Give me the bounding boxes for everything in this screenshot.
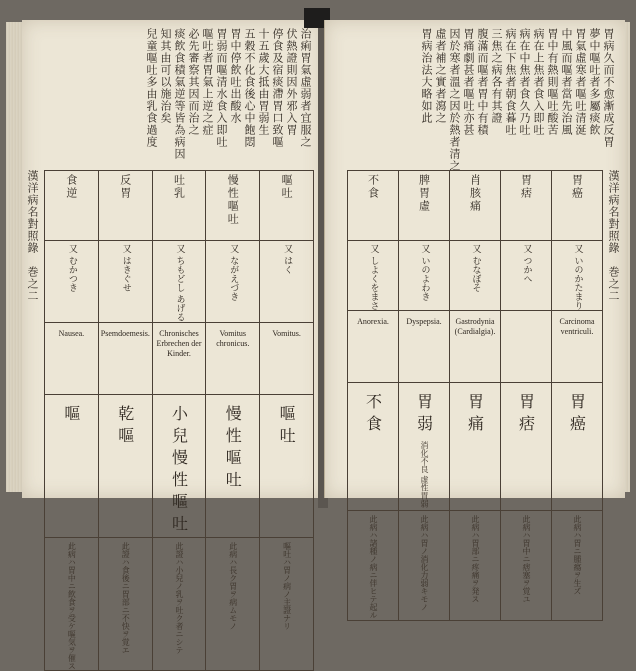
table-cell: 又 むなぼそ <box>450 241 501 311</box>
prose-column: 治痢胃氣虛弱者宜服之 <box>299 28 312 148</box>
prose-column: 十五歲大抵由胃弱生 <box>257 28 270 136</box>
prose-column: 胃中有熱則嘔吐酸苦 <box>546 28 559 136</box>
table-cell: 胃癌 <box>552 171 603 241</box>
prose-column: 病在上焦者食入即吐 <box>532 28 545 136</box>
table-cell: Anorexia. <box>348 310 399 382</box>
right-page <box>324 20 625 619</box>
table-cell: 肖胲痛 <box>450 171 501 241</box>
section-label: 漢洋病名對照錄 巻之二 <box>26 170 39 302</box>
prose-column: 知其由可以施治矣 <box>159 28 172 124</box>
prose-column: 三焦之病各有其證 <box>490 28 503 124</box>
table-cell: 此病ハ胃ニ腫瘍ヲ生ズ <box>552 510 603 620</box>
table-cell: 不食 <box>348 382 399 510</box>
table-cell: 嘔吐 <box>260 171 314 241</box>
table-cell: Chronisches Erbrechen der Kinder. <box>152 322 206 394</box>
table-cell: 此病ハ長ク胃ヲ病ムモノ <box>206 537 260 670</box>
table-cell: 小兒慢性嘔吐 <box>152 394 206 537</box>
prose-column: 伏熱證則因外邪入胃 <box>285 28 298 136</box>
prose-column: 夢中嘔吐者多屬痰飲 <box>588 28 601 136</box>
prose-column: 五穀不化食後心中飽悶 <box>243 28 256 148</box>
table-cell: 又 むかつき <box>45 241 99 323</box>
right-prose <box>335 28 615 172</box>
table-cell: 脾胃虛 <box>399 171 450 241</box>
table-cell: 又 いのよわき <box>399 241 450 311</box>
section-label: 漢洋病名對照錄 巻之二 <box>607 170 620 302</box>
table-cell: 又 いのかたまり <box>552 241 603 311</box>
table-cell: 又 はく <box>260 241 314 323</box>
table-cell: Nausea. <box>45 322 99 394</box>
table-cell: 嘔吐ハ胃ノ病ノ主證ナリ <box>260 537 314 670</box>
left-prose <box>32 28 312 168</box>
table-cell: 又 ながえづき <box>206 241 260 323</box>
table-cell: 食逆 <box>45 171 99 241</box>
table-cell: Psemdoemesis. <box>98 322 152 394</box>
table-cell: 胃痞 <box>501 382 552 510</box>
table-cell: 又 はきぐせ <box>98 241 152 323</box>
prose-column: 虛者補之實者瀉之 <box>434 28 447 124</box>
table-cell: Vomitus. <box>260 322 314 394</box>
table-cell: 胃癌 <box>552 382 603 510</box>
prose-column: 胃氣虛寒者嘔吐清涎 <box>574 28 587 136</box>
extra-note: 消化不良 虛性胃弱 <box>420 440 429 508</box>
prose-column: 胃弱而嘔清水食入即吐 <box>215 28 228 148</box>
table-cell: 胃弱 消化不良 虛性胃弱 <box>399 382 450 510</box>
table-cell: 嘔吐 <box>260 394 314 537</box>
table-cell: 此病ハ諸種ノ病ニ伴ヒテ起ル <box>348 510 399 620</box>
prose-column: 痰飲食積氣逆等皆為病因 <box>173 28 186 160</box>
prose-column: 胃病久而不愈漸成反胃 <box>602 28 615 148</box>
prose-column: 停食及宿痰滯胃口致嘔 <box>271 28 284 148</box>
prose-column: 嘔吐者胃氣上逆之症 <box>201 28 214 136</box>
table-cell: Carcinoma ventriculi. <box>552 310 603 382</box>
table-cell: Vomitus chronicus. <box>206 322 260 394</box>
prose-column: 病在中焦者食久乃吐 <box>518 28 531 136</box>
table-cell: 此病ハ胃中ニ飲食ヲ受ケ嘔気ヲ催ス <box>45 537 99 670</box>
table-cell: 胃痞 <box>501 171 552 241</box>
table-cell: 又 しよくをまさ <box>348 241 399 311</box>
table-cell: Dyspepsia. <box>399 310 450 382</box>
disease-table <box>347 170 603 621</box>
table-cell: 又 つかへ <box>501 241 552 311</box>
table-cell: Gastrodynia (Cardialgia). <box>450 310 501 382</box>
table-cell: 此病ハ胃中ニ痞塞ヲ覚ユ <box>501 510 552 620</box>
table-cell: 此證ハ食後ニ胃部ニ不快ヲ覚エ <box>98 537 152 670</box>
left-page <box>22 20 323 670</box>
prose-column: 中風而嘔者當先治風 <box>560 28 573 136</box>
table-cell: 慢性嘔吐 <box>206 171 260 241</box>
table-cell: 嘔 <box>45 394 99 537</box>
prose-column: 胃中停飲吐出酸水 <box>229 28 242 124</box>
prose-column: 兒童嘔吐多由乳食過度 <box>145 28 158 148</box>
open-book <box>6 8 630 670</box>
table-cell: 慢性嘔吐 <box>206 394 260 537</box>
table-cell: 乾嘔 <box>98 394 152 537</box>
table-cell: 又 ちもどし あげる <box>152 241 206 323</box>
prose-column: 病在下焦者朝食暮吐 <box>504 28 517 136</box>
table-cell <box>501 310 552 382</box>
prose-column: 胃病治法大略如此 <box>420 28 433 124</box>
table-cell: 胃痛 <box>450 382 501 510</box>
table-cell: 不食 <box>348 171 399 241</box>
prose-column: 腹滿而嘔者胃中有積 <box>476 28 489 136</box>
prose-column: 胃痛劇甚者嘔吐亦甚 <box>462 28 475 136</box>
prose-column: 必先審察其因而治之 <box>187 28 200 136</box>
table-cell: 此病ハ胃部ニ疼痛ヲ発ス <box>450 510 501 620</box>
disease-table <box>44 170 314 671</box>
table-cell: 此證ハ小兒ノ乳ヲ吐ク者ニシテ <box>152 537 206 670</box>
table-cell: 反胃 <box>98 171 152 241</box>
table-cell: 此病ハ胃ノ消化力弱キモノ <box>399 510 450 620</box>
table-cell: 吐乳 <box>152 171 206 241</box>
prose-column: 因於寒者溫之因於熱者清之 <box>448 28 461 172</box>
